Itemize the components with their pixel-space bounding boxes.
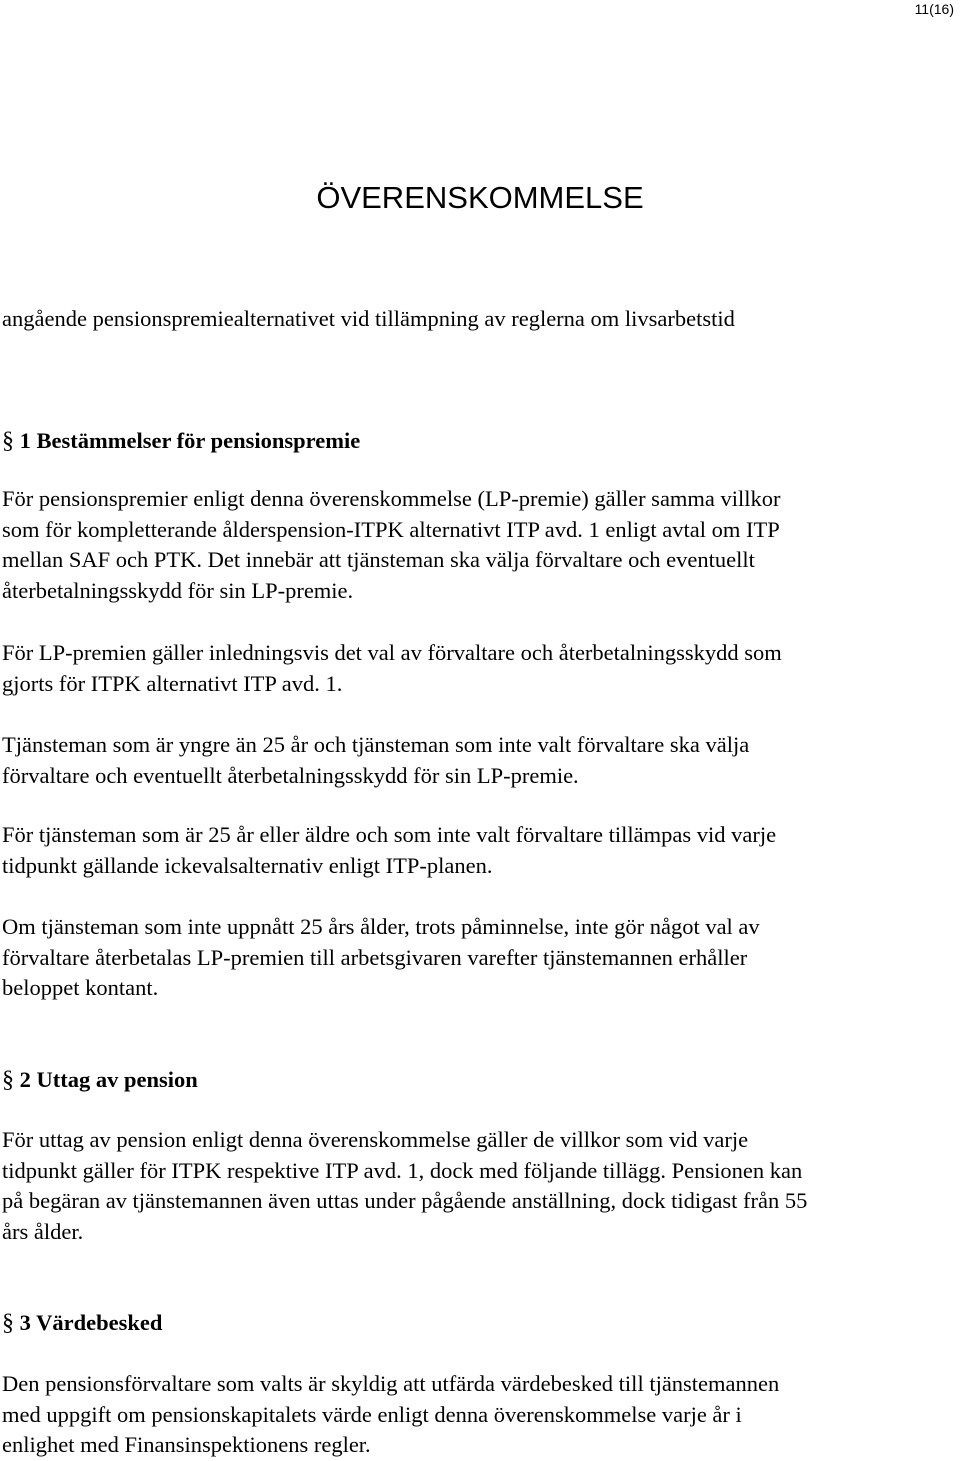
text-line: Om tjänsteman som inte uppnått 25 års ålder, trots påminnelse, inte gör något val av — [2, 914, 760, 939]
section-1-heading — [2, 426, 360, 456]
section-heading-text: 2 Uttag av pension — [19, 1067, 198, 1092]
text-line: För pensionspremier enligt denna överenskommelse (LP-premie) gäller samma villkor — [2, 486, 781, 511]
text-line: års ålder. — [2, 1218, 84, 1244]
section-3-heading — [2, 1308, 162, 1338]
text-line: med uppgift om pensionskapitalets värde enligt denna överenskommelse varje år i — [2, 1401, 742, 1427]
page-number: 11(16) — [914, 1, 954, 17]
section-2-paragraph-1 — [2, 1125, 957, 1247]
section-2-heading — [2, 1065, 198, 1095]
text-line: återbetalningsskydd för sin LP-premie. — [2, 577, 354, 603]
document-subtitle: angående pensionspremiealternativet vid tillämpning av reglerna om livsarbetstid — [2, 306, 735, 331]
text-line: tidpunkt gäller för ITPK respektive ITP avd. 1, dock med följande tillägg. Pensionen kan — [2, 1157, 803, 1183]
text-line: enlighet med Finansinspektionens regler. — [2, 1432, 371, 1458]
text-line: För tjänsteman som är 25 år eller äldre och som inte valt förvaltare tillämpas vid varje — [2, 822, 777, 847]
text-line: som för kompletterande ålderspension-ITPK alternativt ITP avd. 1 enligt avtal om ITP — [2, 516, 780, 542]
text-line: För uttag av pension enligt denna överenskommelse gäller de villkor som vid varje — [2, 1127, 749, 1152]
text-line: på begäran av tjänstemannen även uttas under pågående anställning, dock tidigast från 55 — [2, 1188, 808, 1214]
text-line: gjorts för ITPK alternativt ITP avd. 1. — [2, 670, 343, 696]
section-symbol: § — [2, 428, 14, 454]
section-1-paragraph-3 — [2, 730, 957, 791]
section-symbol: § — [2, 1310, 14, 1336]
section-heading-text: 1 Bestämmelser för pensionspremie — [19, 428, 361, 453]
section-1-paragraph-4 — [2, 820, 957, 881]
text-line: förvaltare återbetalas LP-premien till arbetsgivaren varefter tjänstemannen erhåller — [2, 944, 748, 970]
document-title: ÖVERENSKOMMELSE — [316, 180, 644, 215]
section-1-paragraph-2 — [2, 638, 957, 699]
text-line: Tjänsteman som är yngre än 25 år och tjänsteman som inte valt förvaltare ska välja — [2, 732, 750, 757]
text-line: tidpunkt gällande ickevalsalternativ enligt ITP-planen. — [2, 852, 493, 878]
section-heading-text: 3 Värdebesked — [19, 1310, 163, 1335]
section-1-paragraph-5 — [2, 912, 957, 1004]
text-line: mellan SAF och PTK. Det innebär att tjänsteman ska välja förvaltare och eventuellt — [2, 547, 755, 573]
text-line: beloppet kontant. — [2, 975, 159, 1001]
text-line: förvaltare och eventuellt återbetalningsskydd för sin LP-premie. — [2, 762, 579, 788]
section-symbol: § — [2, 1067, 14, 1093]
text-line: Den pensionsförvaltare som valts är skyldig att utfärda värdebesked till tjänstemannen — [2, 1371, 780, 1396]
section-1-paragraph-1 — [2, 484, 957, 606]
text-line: För LP-premien gäller inledningsvis det val av förvaltare och återbetalningsskydd som — [2, 640, 782, 665]
section-3-paragraph-1 — [2, 1369, 957, 1461]
